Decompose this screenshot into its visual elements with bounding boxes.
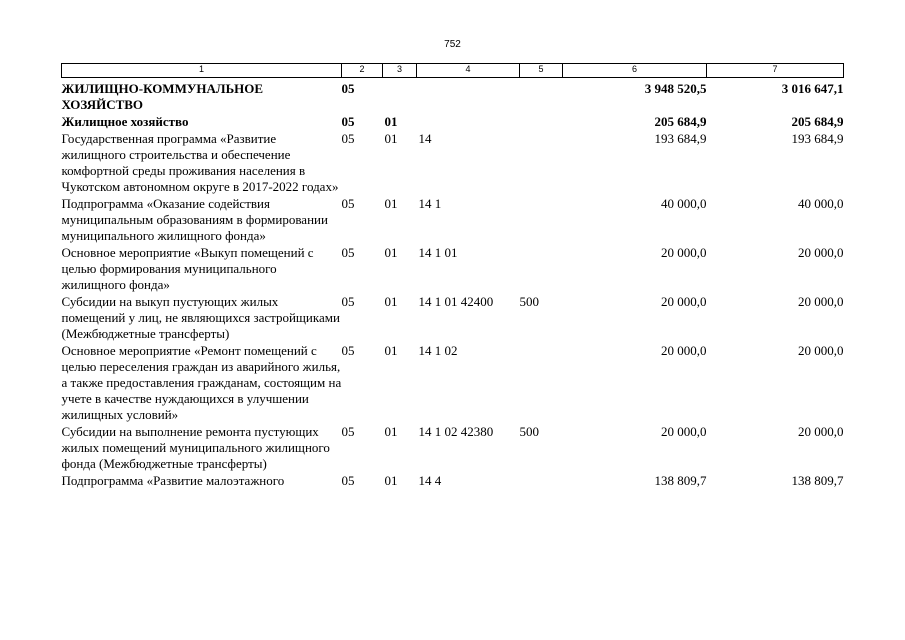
row-name: Основное мероприятие «Ремонт помещений с целью переселения граждан из аварийного жилья, а также предоставления гражданам, состоящим на учете в качестве нуждающихся в улучшении жилищных условий»: [61, 343, 342, 422]
row-amount-2: 20 000,0: [798, 294, 844, 309]
row-amount-1: 193 684,9: [654, 131, 707, 146]
row-section: 05: [341, 131, 355, 146]
row-subsection: [383, 78, 417, 115]
row-subsection: 01: [384, 294, 398, 309]
column-header: 2: [342, 64, 383, 78]
budget-table: [61, 63, 844, 490]
row-section: 05: [341, 81, 355, 96]
row-target-article: 14 4: [418, 473, 442, 488]
table-row: [62, 131, 844, 196]
table-row: [62, 294, 844, 343]
table-row: [62, 245, 844, 294]
row-name: Субсидии на выполнение ремонта пустующих жилых помещений муниципального жилищного фонда (Межбюджетные трансферты): [61, 424, 330, 471]
row-target-article: 14 1: [418, 196, 442, 211]
row-amount-1: 205 684,9: [654, 114, 707, 129]
column-header: 7: [707, 64, 844, 78]
table-row: [62, 196, 844, 245]
page-number: 752: [444, 39, 461, 50]
row-amount-2: 20 000,0: [798, 343, 844, 358]
column-header: 1: [62, 64, 342, 78]
row-amount-1: 20 000,0: [661, 294, 707, 309]
row-amount-1: 20 000,0: [661, 245, 707, 260]
row-amount-2: 205 684,9: [791, 114, 844, 129]
row-name: Подпрограмма «Оказание содействия муниципальным образованиям в формировании муниципального жилищного фонда»: [61, 196, 328, 243]
row-subsection: 01: [384, 131, 398, 146]
table-row: [62, 114, 844, 131]
row-subsection: 01: [384, 245, 398, 260]
row-name: Жилищное хозяйство: [61, 114, 189, 129]
row-name: Субсидии на выкуп пустующих жилых помещений у лиц, не являющихся застройщиками (Межбюджетные трансферты): [61, 294, 340, 341]
column-header: 5: [520, 64, 563, 78]
row-expense-type: [520, 131, 563, 196]
row-amount-2: 20 000,0: [798, 424, 844, 439]
row-target-article: [417, 114, 520, 131]
row-section: 05: [341, 245, 355, 260]
row-name: Подпрограмма «Развитие малоэтажного: [61, 473, 285, 488]
row-amount-1: 138 809,7: [654, 473, 707, 488]
row-expense-type: [520, 245, 563, 294]
row-expense-type: [520, 196, 563, 245]
row-section: 05: [341, 473, 355, 488]
row-target-article: [417, 78, 520, 115]
row-amount-2: 3 016 647,1: [781, 81, 844, 96]
row-amount-1: 40 000,0: [661, 196, 707, 211]
row-subsection: 01: [384, 196, 398, 211]
row-target-article: 14: [418, 131, 432, 146]
row-target-article: 14 1 02: [418, 343, 458, 358]
row-section: 05: [341, 196, 355, 211]
row-expense-type: [520, 114, 563, 131]
row-expense-type: 500: [519, 294, 539, 309]
row-name: Государственная программа «Развитие жилищного строительства и обеспечение комфортной среды проживания населения в Чукотском автономном округе в 2017-2022 годах»: [61, 131, 339, 194]
row-amount-2: 138 809,7: [791, 473, 844, 488]
row-name: ЖИЛИЩНО-КОММУНАЛЬНОЕ ХОЗЯЙСТВО: [61, 81, 264, 112]
table-header-row: [62, 64, 844, 78]
row-amount-1: 3 948 520,5: [644, 81, 707, 96]
row-expense-type: [520, 343, 563, 424]
row-section: 05: [341, 114, 355, 129]
row-name: Основное мероприятие «Выкуп помещений с целью формирования муниципального жилищного фонда»: [61, 245, 314, 292]
row-target-article: 14 1 01: [418, 245, 458, 260]
column-header: 3: [383, 64, 417, 78]
column-header: 4: [417, 64, 520, 78]
row-target-article: 14 1 01 42400: [418, 294, 494, 309]
table-row: [62, 424, 844, 473]
row-target-article: 14 1 02 42380: [418, 424, 494, 439]
row-section: 05: [341, 294, 355, 309]
row-amount-2: 40 000,0: [798, 196, 844, 211]
row-section: 05: [341, 424, 355, 439]
column-header: 6: [563, 64, 707, 78]
row-expense-type: 500: [519, 424, 539, 439]
table-row: [62, 78, 844, 115]
table-row: [62, 343, 844, 424]
row-subsection: 01: [384, 114, 398, 129]
row-amount-1: 20 000,0: [661, 343, 707, 358]
row-subsection: 01: [384, 424, 398, 439]
row-section: 05: [341, 343, 355, 358]
row-subsection: 01: [384, 343, 398, 358]
row-subsection: 01: [384, 473, 398, 488]
table-row: [62, 473, 844, 490]
row-amount-2: 193 684,9: [791, 131, 844, 146]
row-expense-type: [520, 473, 563, 490]
row-amount-2: 20 000,0: [798, 245, 844, 260]
row-expense-type: [520, 78, 563, 115]
row-amount-1: 20 000,0: [661, 424, 707, 439]
